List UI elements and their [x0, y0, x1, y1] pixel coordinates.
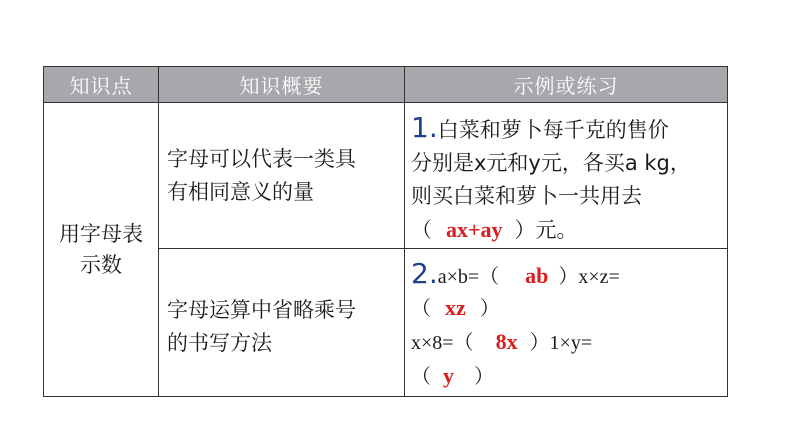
example-cell-2 — [405, 259, 727, 396]
example-text: （ — [411, 366, 431, 388]
answer-text: ax+ay — [446, 217, 503, 242]
example-cell-1 — [405, 111, 727, 248]
example-text: ）1×y= — [529, 332, 593, 354]
example-text: a×b=（ — [437, 266, 500, 288]
summary-line: 有相同意义的量 — [167, 179, 314, 204]
summary-cell-2 — [159, 249, 404, 396]
example-text: ）x×z= — [558, 266, 620, 288]
example-text: 白菜和萝卜每千克的售价 — [437, 118, 669, 142]
example-text: （ — [411, 218, 432, 242]
answer-text: xz — [445, 295, 466, 320]
example-text: ） — [474, 366, 494, 388]
header-topic: 知识点 — [44, 67, 158, 102]
header-summary: 知识概要 — [159, 67, 404, 102]
example-text: 分别是x元和y元，各买a kg， — [411, 151, 691, 175]
knowledge-table — [43, 66, 728, 397]
question-number: 1. — [411, 111, 438, 144]
topic-line: 示数 — [80, 252, 122, 277]
answer-text: ab — [525, 263, 549, 288]
summary-line: 字母可以代表一类具 — [167, 146, 356, 171]
topic-cell — [44, 103, 158, 396]
summary-line: 的书写方法 — [167, 330, 272, 355]
example-text: ） — [479, 298, 500, 320]
summary-line: 字母运算中省略乘号 — [167, 297, 356, 322]
example-text: 则买白菜和萝卜一共用去 — [411, 184, 642, 208]
example-text: ）元。 — [514, 218, 578, 242]
header-examples: 示例或练习 — [405, 67, 727, 102]
summary-cell-1 — [159, 103, 404, 248]
question-number: 2. — [411, 257, 438, 290]
example-text: x×8=（ — [411, 332, 474, 354]
answer-text: 8x — [495, 329, 518, 354]
answer-text: y — [443, 363, 454, 388]
topic-line: 用字母表 — [59, 221, 143, 246]
example-text: （ — [411, 298, 431, 320]
